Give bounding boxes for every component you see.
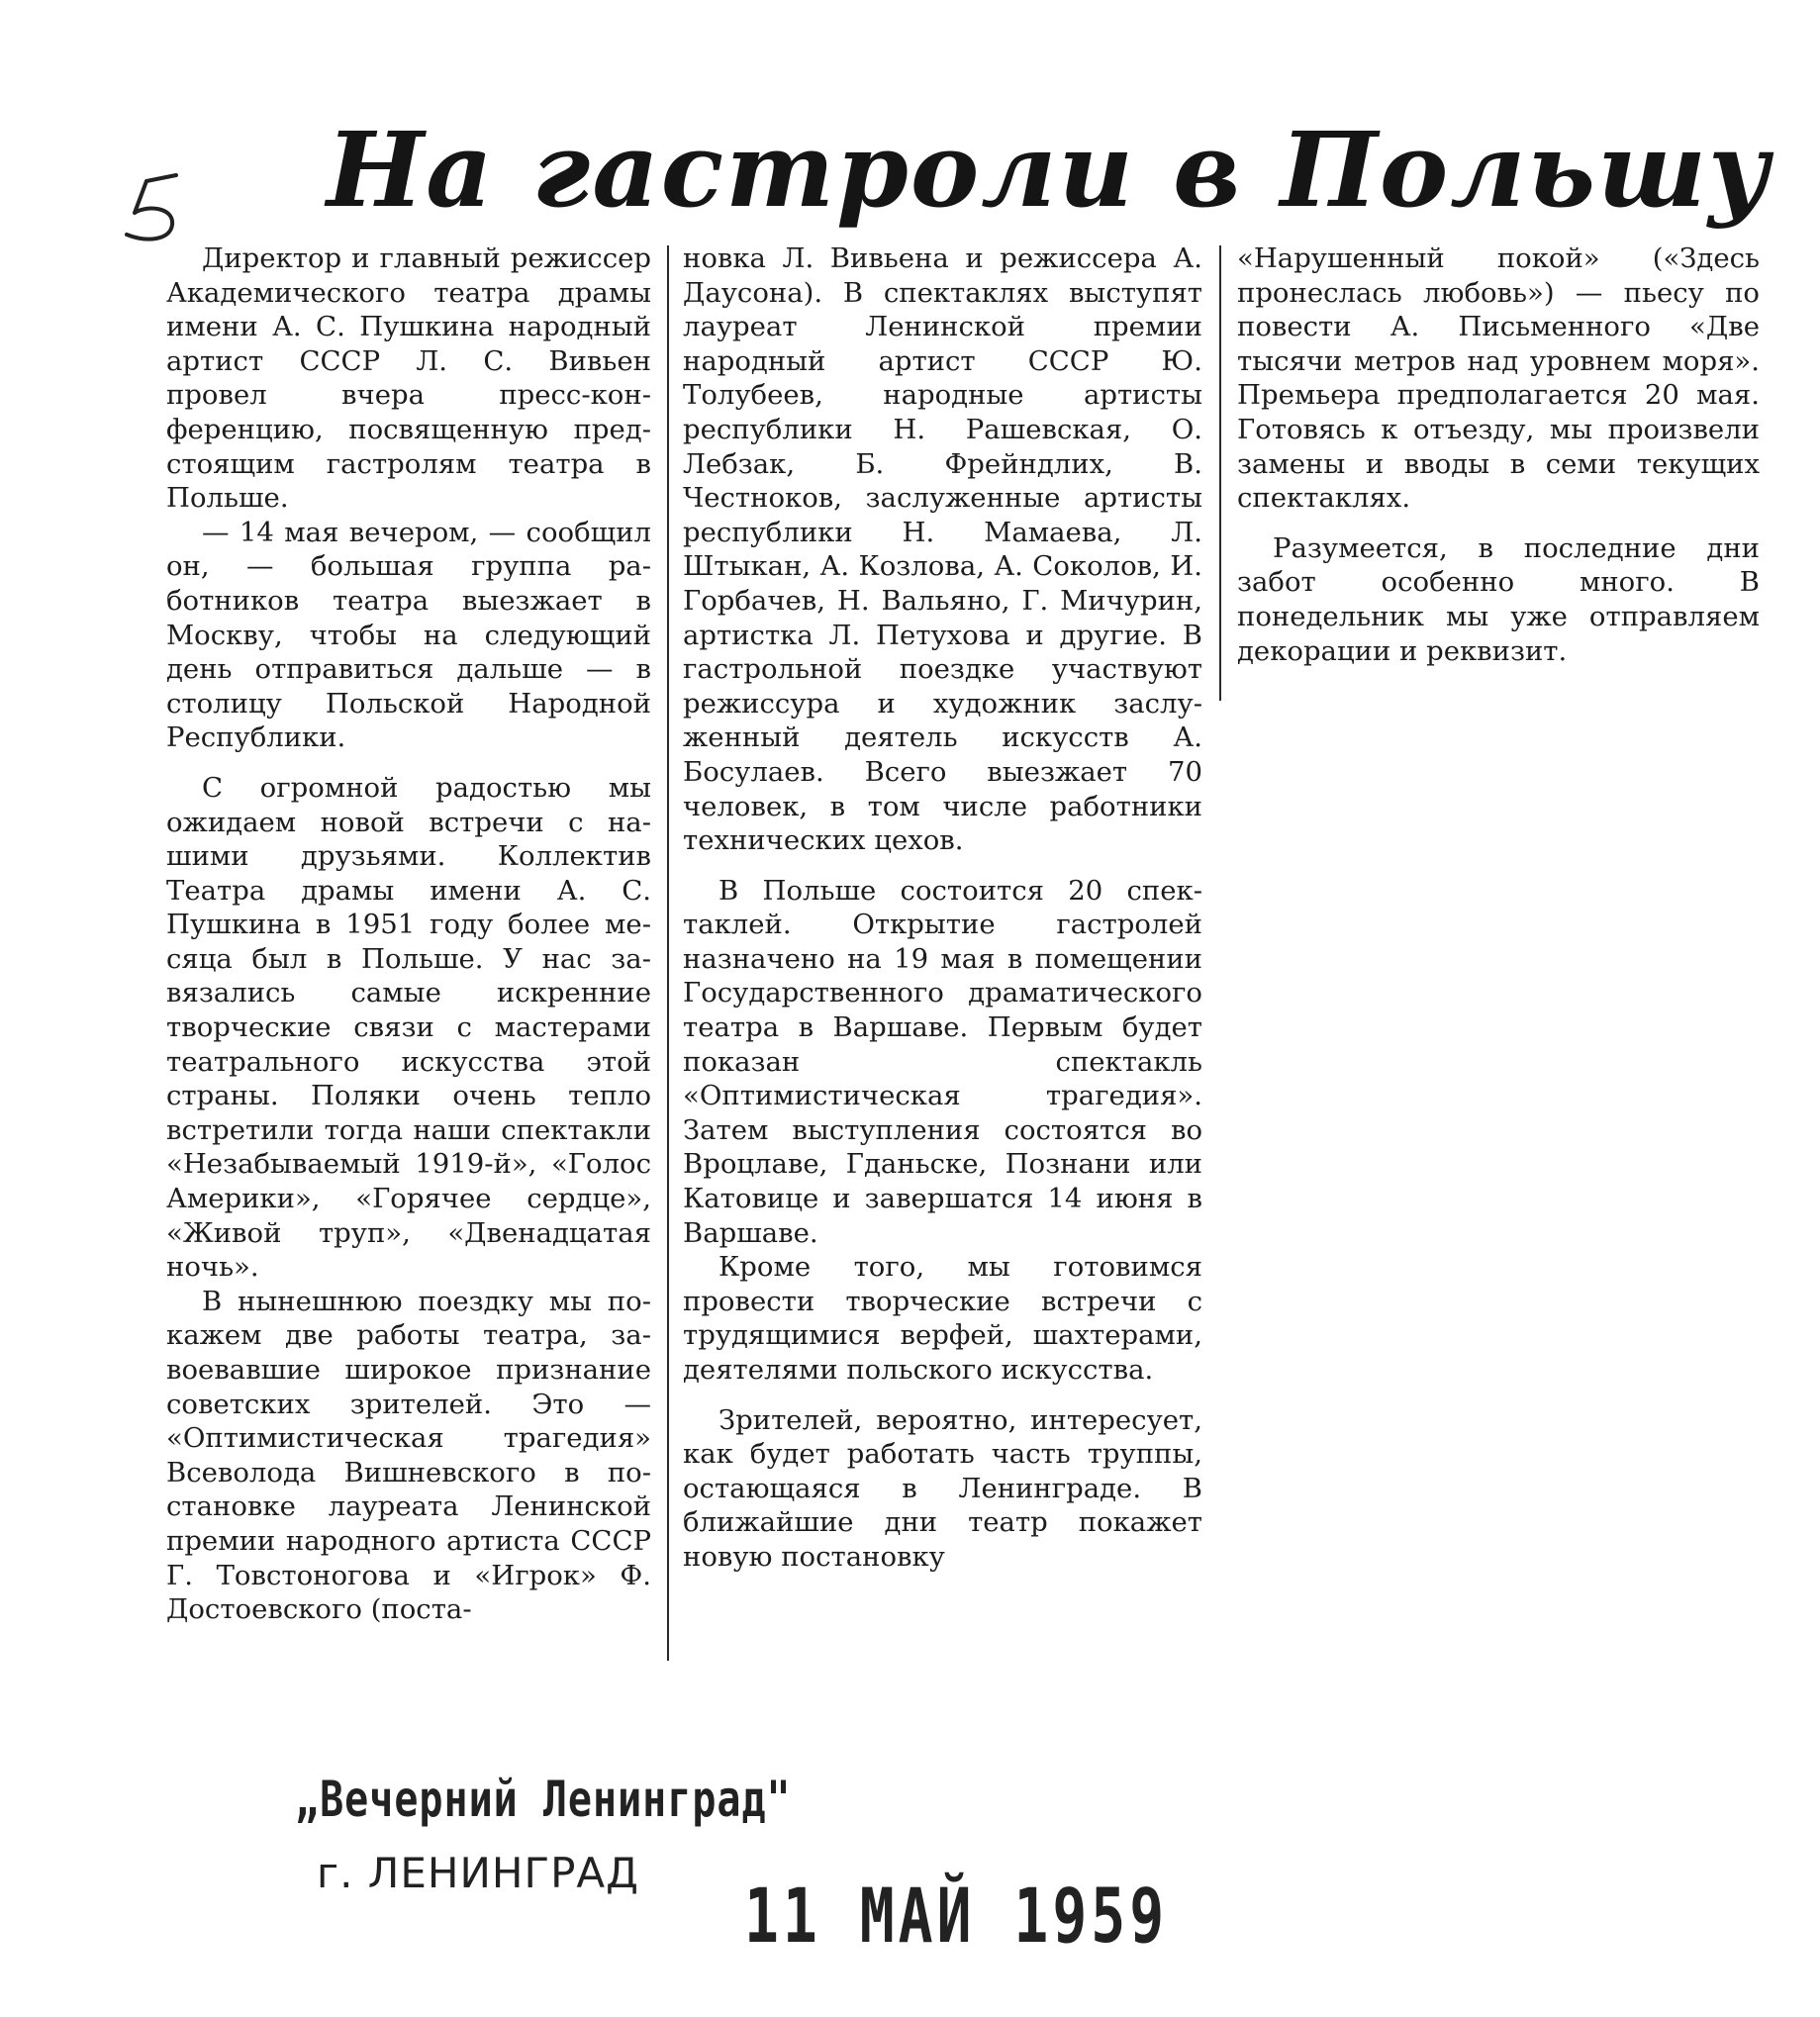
paragraph: Директор и главный режиссер Академического театра драмы имени А. С. Пушкина народный артист СССР Л. С. Вивьен провел вчера пресс-конференцию, посвященную предстоящим гастролям театра в Польше. [166, 242, 651, 515]
paragraph: «Нарушенный покой» («Здесь пронеслась любовь») — пьесу по повести А. Письменного «Две тысячи метров над уровнем моря». Премьера предполагается 20 мая. Готовясь к отъезду, мы произвели замены и вводы в семи текущих спектаклях. [1237, 242, 1760, 515]
paragraph: В нынешнюю поездку мы покажем две работы театра, завоевавшие широкое признание советских зрителей. Это — «Оптимистическая трагедия» Всеволода Вишневского в постановке лауреата Ленинской премии народного артиста СССР Г. Товстоногова и «Игрок» Ф. Достоевского (поста- [166, 1285, 651, 1626]
handwritten-page-number [117, 173, 196, 252]
paragraph: Разумеется, в последние дни забот особенно много. В понедельник мы уже отправляем декорации и реквизит. [1237, 531, 1760, 667]
paragraph: С огромной радостью мы ожидаем новой встречи с нашими друзьями. Коллектив Театра драмы имени А. С. Пушкина в 1951 году более месяца был в Польше. У нас завязались самые искренние творческие связи с мастерами театрального искусства этой страны. Поляки очень тепло встретили тогда наши спектакли «Незабываемый 1919-й», «Голос Америки», «Горячее сердце», «Живой труп», «Двенадцатая ночь». [166, 771, 651, 1284]
paragraph: Кроме того, мы готовимся провести творческие встречи с трудящимися верфей, шахтерами, деятелями польского искусства. [683, 1251, 1202, 1386]
column-divider [667, 245, 669, 1661]
article-headline: На гастроли в Польшу [327, 109, 1772, 231]
paragraph: — 14 мая вечером, — сообщил он, — большая группа работников театра выезжает в Москву, чтобы на следующий день отправиться дальше — в столицу Польской Народной Республики. [166, 516, 651, 754]
article-column-3 [1237, 241, 1760, 668]
article-column-1 [166, 241, 651, 1627]
stamp-date: 11 МАЙ 1959 [744, 1873, 1169, 1961]
column-divider [1219, 245, 1221, 701]
paragraph: Зрителей, вероятно, интересует, как будет работать часть труппы, остающаяся в Ленинграде. В ближайшие дни театр покажет новую постановку [683, 1403, 1202, 1573]
paragraph: новка Л. Вивьена и режиссера А. Даусона). В спектаклях выступят лауреат Ленинской премии народный артист СССР Ю. Толубеев, народные артисты республики Н. Рашевская, О. Лебзак, Б. Фрейндлих, В. Честноков, заслуженные артисты республики Н. Мамаева, Л. Штыкан, А. Козлова, А. Соколов, И. Горбачев, Н. Вальяно, Г. Мичурин, артистка Л. Петухова и другие. В гастрольной поездке участвуют режиссура и художник заслуженный деятель искусств А. Босулаев. Всего выезжает 70 человек, в том числе работники технических цехов. [683, 242, 1202, 857]
article-column-2 [683, 241, 1202, 1575]
stamp-newspaper-name: „Вечерний Ленинград" [295, 1772, 792, 1829]
paragraph: В Польше состоится 20 спектаклей. Открытие гастролей назначено на 19 мая в помещении Государственного драматического театра в Варшаве. Первым будет показан спектакль «Оптимистическая трагедия». Затем выступления состоятся во Вроцлаве, Гданьске, Познани или Катовице и завершатся 14 июня в Варшаве. [683, 874, 1202, 1249]
stamp-city: г. ЛЕНИНГРАД [317, 1849, 639, 1897]
